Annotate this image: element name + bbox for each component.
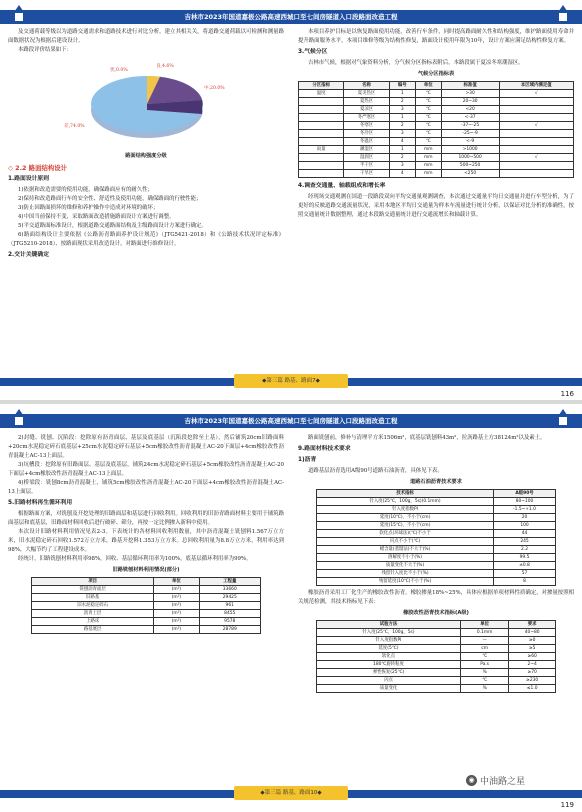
recycle-table: 项目 单位 工程量 铣刨沥青面层 (m³) 33660 旧路基 (m³) 29425 旧水泥稳定碎石 (m³) 961 沥青上层 (m³) 8455 上路床 (m³) 9578 路基底层 (m³) 28789 — [31, 577, 261, 634]
right-column — [298, 434, 574, 693]
table-cell: 针入度指数PI — [317, 506, 494, 514]
table-row — [317, 570, 556, 578]
page-number: 119 — [560, 801, 574, 809]
table-cell: — — [460, 637, 508, 645]
table-cell — [299, 154, 344, 162]
table-cell — [299, 130, 344, 138]
table-cell: <-37 — [441, 114, 499, 122]
table-cell: 3 — [389, 106, 415, 114]
table-cell: 44 — [494, 530, 556, 538]
table-cell — [499, 170, 573, 178]
table-cell: 闪点 — [317, 677, 461, 685]
table-row — [317, 669, 556, 677]
table-cell: 残留针入度比不小于(%) — [317, 570, 494, 578]
table-cell: 路基底层 — [32, 626, 154, 634]
principle-item: 2)保持和改造路面行车的安全性、舒适性及使用功能，确保路面的行驶性能； — [18, 196, 202, 202]
principle-item: 5)平交道路面标准设计，根据道路交通路面结构及主级路面设计方案进行确定。 — [18, 223, 207, 229]
table-row — [317, 530, 556, 538]
table-cell: ≥0 — [509, 637, 556, 645]
document-page-119 — [0, 404, 582, 812]
table-cell: 针入度(25℃，100g，5s) — [317, 629, 461, 637]
table-cell: 延度(10℃)，不小于(cm) — [317, 514, 494, 522]
pie-svg — [52, 58, 242, 150]
table-cell: 245 — [494, 538, 556, 546]
table-cell: 旧路基 — [32, 594, 154, 602]
page-footer — [0, 378, 582, 392]
table-caption: 旧路铣刨材料利用情况(部分) — [112, 567, 180, 573]
pie-label-poor: 差,74.0% — [64, 124, 85, 129]
table-row — [317, 637, 556, 645]
table-cell: <-9 — [441, 138, 499, 146]
header-title: 吉林市2023年国道嘉极公路高速西城口至七间房隧道入口段路面改造工程 — [184, 13, 398, 21]
page-footer — [0, 790, 582, 804]
table-cell: % — [460, 685, 508, 693]
table-cell — [299, 106, 344, 114]
table-cell: 冬寒区 — [344, 122, 389, 130]
table-row — [299, 130, 574, 138]
table-row — [32, 594, 261, 602]
table-row — [317, 546, 556, 554]
table-cell: 20~30 — [441, 98, 499, 106]
table-cell: ℃ — [415, 114, 441, 122]
table-cell — [499, 146, 573, 154]
table-cell: 180℃旋转粘度 — [317, 661, 461, 669]
table-cell: 夏热区 — [344, 98, 389, 106]
table-cell: 1000~500 — [441, 154, 499, 162]
table-row — [317, 677, 556, 685]
principle-item: 1)依据和改造需要的使用功能，确保路面应有的耐久性； — [18, 187, 153, 193]
paragraph: 本次设计旧路材料利用情况见表2-3。下表统计的各材料回收利用数量，其中沥青混凝土铣刨料1.567万立方米，旧水泥稳定碎石回收1.572万立方米，路基开挖料1.353万立方米。总回收利用量为8.8万立方米，利用率达到98%，大幅节约了工程建设成本。 — [8, 529, 284, 553]
subsection-title: 1)沥青 — [298, 457, 317, 463]
table-cell: 40~80 — [509, 629, 556, 637]
table-row — [317, 685, 556, 693]
table-row — [317, 554, 556, 562]
table-cell: ℃ — [460, 653, 508, 661]
subsection-title: 4.调查交通量、轴载组成和增长率 — [298, 183, 386, 189]
paragraph: 2)封缝、铣刨、沉陷段：挖除原有沥青面层、基层及底基层（沉陷段挖除至土基），然后铺筑20cm旧路面料+20cm水泥稳定碎石底基层+25cm水泥稳定碎石基层+5cm橡胶改性沥青混凝土AC-20下面层+4cm橡胶改性沥青混凝土AC-13上面层。 — [8, 435, 284, 459]
table-cell: 57 — [494, 570, 556, 578]
table-cell: (m³) — [154, 602, 199, 610]
table-cell: 1 — [389, 114, 415, 122]
table-row — [299, 106, 574, 114]
table-cell: ≥60 — [509, 653, 556, 661]
table-cell: 500~250 — [441, 162, 499, 170]
table-cell: 上路床 — [32, 618, 154, 626]
paragraph: 经现场交通观测在国道一段路段双向平均交通量观测调查，本次通过交通量平均日交通量并进行车型分析，为了更好的反映道路交通流量状况，采用本地区平均日交通量为样本车流量进行统计分析，以保证对比分析的准确性，按照交通量统计数据整理，通过本段路交通量统计进行交通流增长和轴载计算。 — [298, 194, 574, 218]
table-cell: -37~-25 — [441, 122, 499, 130]
table-cell: ±0.8 — [494, 562, 556, 570]
table-cell: (m³) — [154, 626, 199, 634]
table-row — [32, 602, 261, 610]
subsection-title: 9.路面材料技术要求 — [298, 446, 351, 452]
paragraph: 经统计，旧路铣刨材料利用率98%，回收、基层循环利用率为100%，底基层循环利用率为99%。 — [18, 556, 252, 562]
subsection-title: 1.路面设计原则 — [8, 176, 50, 182]
table-cell: ℃ — [415, 98, 441, 106]
table-cell: 延度(15℃)，不小于(cm) — [317, 522, 494, 530]
paragraph: 及交通荷载等级以为道路交通需求和道路技术进行对比分析，建立其相关关，将道路交通荷载以可检测和测量路面数据状况为根据后建设设计。 — [8, 29, 284, 44]
principle-item: 3)防止因路面损坏的维修和养护操作中造成对环境的破坏； — [18, 205, 159, 211]
table-cell: 29425 — [199, 594, 261, 602]
table-cell: 4 — [389, 170, 415, 178]
table-cell: 8455 — [199, 610, 261, 618]
table-cell: ≥5 — [509, 645, 556, 653]
left-column — [8, 434, 284, 634]
table-cell: (m³) — [154, 586, 199, 594]
table-cell: 沥青上层 — [32, 610, 154, 618]
table-cell: ≥70 — [509, 669, 556, 677]
table-cell: ℃ — [460, 677, 508, 685]
table-cell: 质量变化 — [317, 685, 461, 693]
table-row — [32, 586, 261, 594]
table-row — [317, 498, 556, 506]
table-row — [317, 538, 556, 546]
principle-item: 4)中国当前保持不变，采取路面改造措施路面设计方案进行调整。 — [18, 214, 175, 220]
table-cell: 80~100 — [494, 498, 556, 506]
table-cell: 干旱区 — [344, 170, 389, 178]
rubber-table: 试验方法 单位 要求 针入度(25℃，100g，5s) 0.1mm 40~80 针入度指数PI — ≥0 延度(5℃) cm ≥5 软化点 ℃ ≥60 180℃旋转粘度 Pa.s 2~4 弹性恢复(25℃) % ≥70 闪点 ℃ ≥230 质量变化 % ≤1.0 — [316, 620, 556, 693]
climate-table-body — [299, 90, 574, 178]
table-row — [299, 98, 574, 106]
table-row — [299, 90, 574, 98]
recycle-table-body — [32, 586, 261, 634]
table-cell — [499, 138, 573, 146]
table-cell: ℃ — [415, 122, 441, 130]
table-cell: 软化点(环球法)(℃)不小于 — [317, 530, 494, 538]
table-cell: 2 — [389, 122, 415, 130]
paragraph: 路面铣刨前，修补与清理平方米1506m²，底基层铣刨料43m²，拉沥路基土方38124m²以及素土。 — [308, 435, 546, 441]
table-cell: 冬温区 — [344, 138, 389, 146]
table-cell: 残留延度(10℃)不小于(%) — [317, 578, 494, 586]
header-building-icon — [550, 405, 576, 427]
table-cell — [299, 98, 344, 106]
table-cell: 软化点 — [317, 653, 461, 661]
table-cell: 冬严寒区 — [344, 114, 389, 122]
pie-caption: 路面结构强度分级 — [125, 153, 167, 159]
table-cell: 弹性恢复(25℃) — [317, 669, 461, 677]
climate-table: 分区指标 名称 编号 单位 标准值 本区域内满足值 温度 夏炎热区 1 ℃ >30 √ 夏热区 2 ℃ 20~30 夏凉区 3 ℃ <20 冬严寒区 1 ℃ <-37 冬寒区 2 ℃ -37~-25 √ 冬冷区 3 ℃ -25~-9 冬温区 4 ℃ <-9 雨量 潮湿区 1 mm >1000 湿润区 2 mm 1000~500 √ 半干区 3 mm 500~250 干旱区 4 mm <250 — [298, 81, 574, 178]
header-building-icon — [6, 405, 32, 427]
right-column — [298, 28, 574, 220]
table-cell: mm — [415, 146, 441, 154]
table-cell: 冬冷区 — [344, 130, 389, 138]
table-cell: 3 — [389, 162, 415, 170]
header-title: 吉林市2023年国道嘉极公路高速西城口至七间房隧道入口段路面改造工程 — [184, 417, 398, 425]
table-cell: mm — [415, 154, 441, 162]
table-cell: <20 — [441, 106, 499, 114]
table-row — [32, 618, 261, 626]
table-cell: 夏凉区 — [344, 106, 389, 114]
table-cell: 闪点不小于(℃) — [317, 538, 494, 546]
table-cell: 蜡含量(蒸馏法)不大于(%) — [317, 546, 494, 554]
table-row — [317, 578, 556, 586]
table-cell — [299, 138, 344, 146]
table-cell: 28789 — [199, 626, 261, 634]
table-cell: >30 — [441, 90, 499, 98]
table-cell: 潮湿区 — [344, 146, 389, 154]
table-cell: >1000 — [441, 146, 499, 154]
asphalt-table: 技术指标 A级90号 针入度(25℃，100g，5s)(0.1mm) 80~100 针入度指数PI -1.5~+1.0 延度(10℃)，不小于(cm) 20 延度(15℃)，不小于(cm) 100 软化点(环球法)(℃)不小于 44 闪点不小于(℃) 245 蜡含量(蒸馏法)不大于(%) 2.2 溶解度不小于(%) 99.5 质量变化不大于(%) ±0.8 残留针入度比不小于(%) 57 残留延度(10℃)不小于(%) 8 — [316, 489, 556, 586]
table-cell: 2~4 — [509, 661, 556, 669]
watermark-logo-icon: ◉ — [466, 775, 477, 786]
table-cell: mm — [415, 170, 441, 178]
table-cell — [299, 122, 344, 130]
table-cell: 湿润区 — [344, 154, 389, 162]
page-header — [0, 0, 582, 24]
page-header — [0, 404, 582, 428]
table-cell — [499, 98, 573, 106]
table-cell — [299, 162, 344, 170]
table-cell: 旧水泥稳定碎石 — [32, 602, 154, 610]
asphalt-table-body — [317, 498, 556, 586]
table-row — [317, 645, 556, 653]
section-title: ◇ 2.2 路面结构设计 — [8, 164, 68, 172]
table-cell: ℃ — [415, 130, 441, 138]
table-cell: 温度 — [299, 90, 344, 98]
header-building-icon — [550, 1, 576, 23]
document-page-116 — [0, 0, 582, 400]
table-cell: 半干区 — [344, 162, 389, 170]
table-cell: 针入度(25℃，100g，5s)(0.1mm) — [317, 498, 494, 506]
table-cell: 2 — [389, 154, 415, 162]
table-cell — [499, 106, 573, 114]
page-number: 116 — [560, 390, 574, 398]
pie-chart — [52, 58, 242, 150]
table-cell: (m³) — [154, 618, 199, 626]
pie-label-excellent: 优,0.0% — [110, 68, 128, 73]
table-cell: 20 — [494, 514, 556, 522]
table-cell: -25~-9 — [441, 130, 499, 138]
table-cell: ≥230 — [509, 677, 556, 685]
paragraph: 吉林市气候，根据对气象资料分析，分气候分区指标表附后。本路段属于夏凉冬寒潮湿区。 — [308, 60, 524, 66]
table-cell: cm — [460, 645, 508, 653]
table-cell: 溶解度不小于(%) — [317, 554, 494, 562]
paragraph: 4)桥梁段：铣刨8cm沥青混凝土，铺筑5cm橡胶改性沥青混凝土AC-20下面层+4cm橡胶改性沥青混凝土AC-13上面层。 — [8, 480, 284, 495]
table-cell: 铣刨沥青面层 — [32, 586, 154, 594]
table-cell: 100 — [494, 522, 556, 530]
table-cell: 33660 — [199, 586, 261, 594]
table-row — [32, 610, 261, 618]
table-cell: mm — [415, 162, 441, 170]
table-cell: 0.1mm — [460, 629, 508, 637]
watermark: ◉ 中油路之星 — [466, 774, 525, 787]
table-row — [317, 629, 556, 637]
table-caption: 道路石油沥青技术要求 — [410, 479, 462, 485]
subsection-title: 2.交计关键确定 — [8, 252, 50, 258]
table-cell: 质量变化不大于(%) — [317, 562, 494, 570]
header-building-icon — [6, 1, 32, 23]
table-cell: <250 — [441, 170, 499, 178]
table-row — [317, 562, 556, 570]
table-cell: √ — [499, 154, 573, 162]
table-cell: ℃ — [415, 138, 441, 146]
table-caption: 橡胶改性沥青技术指标(A级) — [403, 610, 469, 616]
table-cell: (m³) — [154, 594, 199, 602]
table-cell: 1 — [389, 90, 415, 98]
table-cell: Pa.s — [460, 661, 508, 669]
table-cell — [299, 114, 344, 122]
table-cell: √ — [499, 90, 573, 98]
table-cell: ℃ — [415, 106, 441, 114]
footer-label: ◆第三篇 路基、路面10◆ — [234, 786, 348, 800]
pie-label-good: 良,4.6% — [156, 64, 174, 69]
table-cell: 2.2 — [494, 546, 556, 554]
table-row — [317, 522, 556, 530]
principle-item: 6)路面结构设计主要依据《公路沥青路面养护设计规范》（JTG5421-2018）和《公路技术状况评定标准》（JTG5210-2018）、按路面现状采用改造设计，对路面进行维修设计。 — [8, 232, 284, 247]
paragraph: 3)坑槽段：挖除原有旧路面层、基层及底基层，铺筑24cm水泥稳定碎石基层+5cm橡胶改性沥青混凝土AC-20下面层+4cm橡胶改性沥青混凝土AC-13上面层。 — [8, 462, 284, 477]
table-cell: 延度(5℃) — [317, 645, 461, 653]
table-cell — [499, 114, 573, 122]
table-row — [317, 661, 556, 669]
footer-label: ◆第三篇 路基、路面7◆ — [234, 374, 348, 388]
table-cell: 8 — [494, 578, 556, 586]
table-cell — [499, 130, 573, 138]
table-cell: √ — [499, 122, 573, 130]
rubber-table-body — [317, 629, 556, 693]
table-row — [299, 146, 574, 154]
table-cell: -1.5~+1.0 — [494, 506, 556, 514]
paragraph: 本项目养护目标是以恢复路面使用功能，改善行车条件，同时提高路面耐久性和结构强度，维护路面使用寿命并提升路面服务水平，本项目维修等级为结构性修复，路面设计使用年限为10年，设计方案应满足结构性修复方案。 — [298, 29, 574, 44]
table-row — [299, 138, 574, 146]
table-cell: 2 — [389, 98, 415, 106]
table-row — [317, 506, 556, 514]
table-cell: 1 — [389, 146, 415, 154]
table-cell: % — [460, 669, 508, 677]
table-cell — [299, 170, 344, 178]
paragraph: 橡胶沥青采用工厂化生产的橡胶改性沥青，橡胶掺量18%~25%，具体应根据单项材料性质确定，对掺量按照相关规范检测，其技术指标见下表： — [298, 590, 574, 605]
table-cell: ≤1.0 — [509, 685, 556, 693]
table-row — [317, 653, 556, 661]
paragraph: 本路段评价结果如下： — [18, 47, 72, 53]
table-cell: 4 — [389, 138, 415, 146]
left-column — [8, 28, 284, 262]
table-row — [32, 626, 261, 634]
table-cell — [499, 162, 573, 170]
pie-label-fair: 中,20.0% — [204, 86, 225, 91]
table-row — [317, 514, 556, 522]
table-row — [299, 114, 574, 122]
table-cell: 99.5 — [494, 554, 556, 562]
table-cell: 3 — [389, 130, 415, 138]
table-row — [299, 122, 574, 130]
table-cell: 9578 — [199, 618, 261, 626]
table-row — [299, 162, 574, 170]
table-caption: 气候分区指标表 — [417, 71, 455, 77]
paragraph: 道路基层沥青选用A级90号道路石油沥青，具体见下表。 — [308, 468, 443, 474]
table-cell: (m³) — [154, 610, 199, 618]
table-cell: 雨量 — [299, 146, 344, 154]
subsection-title: 5.旧路材料再生循环利用 — [8, 500, 73, 506]
table-cell: 夏炎热区 — [344, 90, 389, 98]
table-cell: 针入度指数PI — [317, 637, 461, 645]
table-row — [299, 170, 574, 178]
paragraph: 根据路面方案，对铣刨及开挖处理的旧路面层和基层进行回收利用。回收利用的旧沥青路面材料主要用于铺筑路面基层和底基层，旧路面材料回收后进行破碎、筛分，再按一定比例掺入新料中使用。 — [8, 511, 284, 526]
subsection-title: 3.气候分区 — [298, 49, 328, 55]
table-row — [299, 154, 574, 162]
table-cell: ℃ — [415, 90, 441, 98]
table-cell: 961 — [199, 602, 261, 610]
